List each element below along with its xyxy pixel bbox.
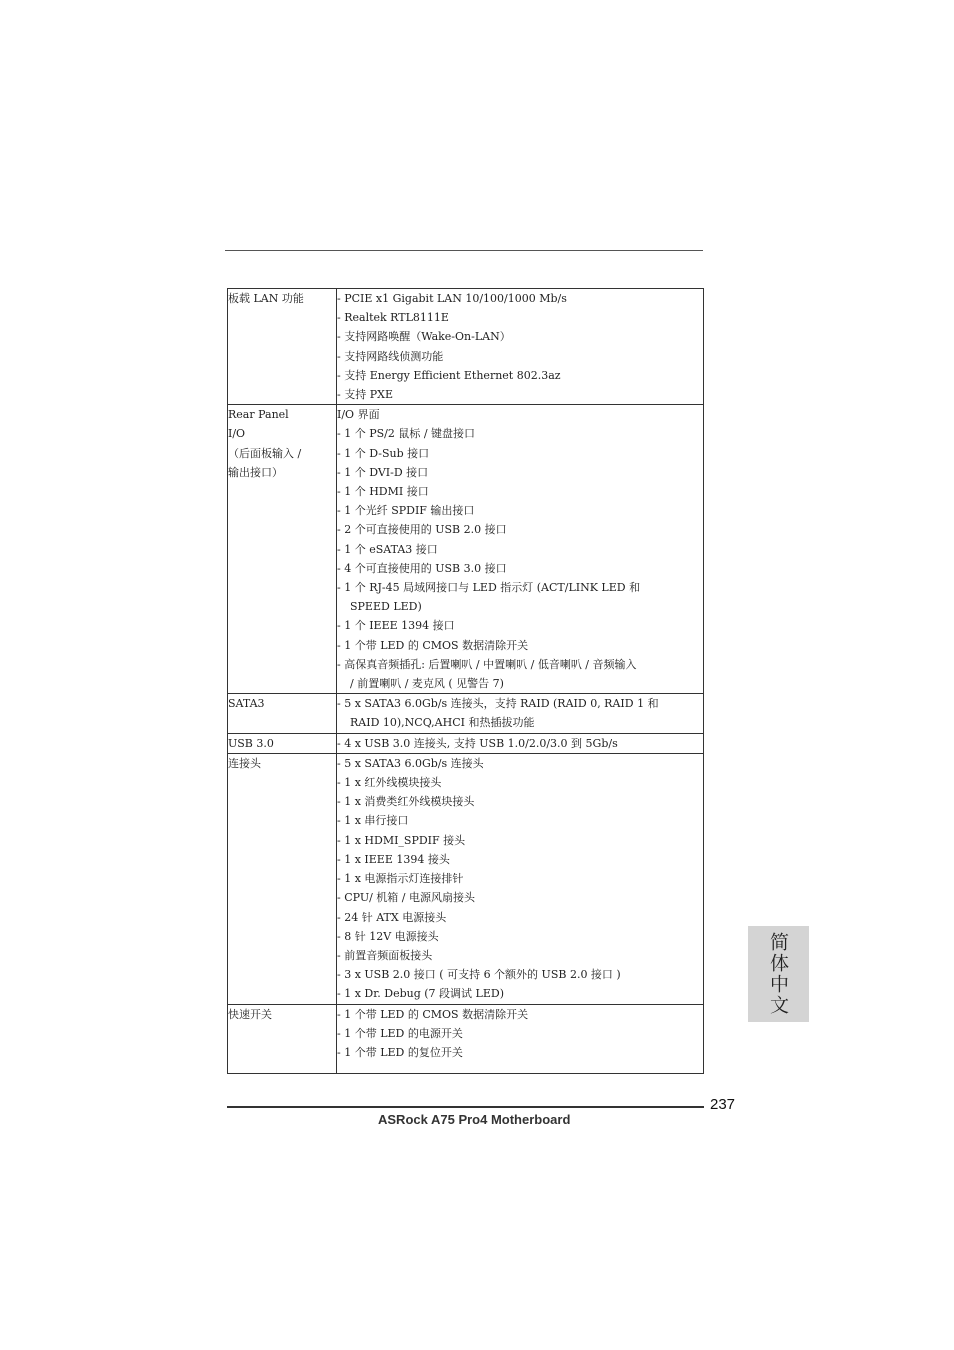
spec-value-line: - 4 x USB 3.0 连接头, 支持 USB 1.0/2.0/3.0 到 5Gb/s [337, 736, 618, 750]
footer-title: ASRock A75 Pro4 Motherboard [378, 1112, 571, 1127]
spec-label-cell [228, 733, 337, 753]
spec-value-line: - 支持网路唤醒（Wake-On-LAN） [337, 330, 511, 344]
spec-value-line: - 8 针 12V 电源接头 [337, 929, 439, 943]
spec-label-line: I/O [228, 427, 246, 441]
footer-divider [227, 1106, 704, 1108]
spec-value-line: - 5 x SATA3 6.0Gb/s 连接头，支持 RAID (RAID 0, RAID 1 和 [337, 697, 659, 711]
spec-value-cell [337, 289, 704, 405]
spec-value-line: - 支持网路线侦测功能 [337, 349, 444, 363]
spec-label-line: Rear Panel [228, 408, 289, 422]
language-tab[interactable] [748, 926, 809, 1022]
spec-value-line: - 24 针 ATX 电源接头 [337, 910, 447, 924]
spec-value-line: - 1 个 RJ-45 局域网接口与 LED 指示灯 (ACT/LINK LED 和 [337, 581, 641, 595]
spec-value-cell [337, 733, 704, 753]
spec-value-line: - 支持 Energy Efficient Ethernet 802.3az [337, 368, 561, 382]
spec-row [228, 405, 704, 694]
spec-label-cell [228, 405, 337, 694]
spec-value-line: - 1 x 电源指示灯连接排针 [337, 872, 464, 886]
spec-value-line: SPEED LED) [350, 600, 422, 614]
spec-value-line: - 1 个带 LED 的复位开关 [337, 1045, 463, 1059]
spec-label-line: 连接头 [228, 756, 261, 770]
spec-value-line: - 3 x USB 2.0 接口 ( 可支持 6 个额外的 USB 2.0 接口 ) [337, 968, 621, 982]
spec-value-line: - 1 个 PS/2 鼠标 / 键盘接口 [337, 427, 476, 441]
spec-row [228, 753, 704, 1004]
spec-label-line: 输出接口） [228, 465, 283, 479]
spec-label-cell [228, 289, 337, 405]
spec-value-cell [337, 753, 704, 1004]
spec-value-line: - 4 个可直接使用的 USB 3.0 接口 [337, 561, 507, 575]
spec-value-line: - 5 x SATA3 6.0Gb/s 连接头 [337, 756, 484, 770]
spec-value-line: - 1 个带 LED 的 CMOS 数据清除开关 [337, 1007, 529, 1021]
spec-table [227, 288, 704, 1074]
spec-row [228, 1004, 704, 1073]
spec-value-line: - 前置音频面板接头 [337, 948, 433, 962]
page-number: 237 [710, 1096, 736, 1113]
spec-value-line: - 1 x Dr. Debug (7 段调试 LED) [337, 987, 504, 1001]
spec-value-line: / 前置喇叭 / 麦克风 ( 见警告 7) [350, 677, 504, 691]
spec-label-cell [228, 694, 337, 733]
spec-row [228, 733, 704, 753]
spec-label-line: SATA3 [228, 697, 265, 711]
top-divider [225, 250, 703, 251]
spec-label-cell [228, 753, 337, 1004]
spec-value-line: - 1 x 消费类红外线模块接头 [337, 795, 475, 809]
spec-label-line: USB 3.0 [228, 736, 274, 750]
spec-label-line: （后面板输入 / [228, 446, 302, 460]
spec-value-line: - 1 x 串行接口 [337, 814, 409, 828]
language-tab-label: 简体中文 [767, 932, 789, 1016]
spec-value-line: I/O 界面 [337, 408, 380, 422]
spec-row [228, 289, 704, 405]
spec-value-line: - 1 x HDMI_SPDIF 接头 [337, 833, 466, 847]
spec-value-cell [337, 694, 704, 733]
spec-value-line: RAID 10),NCQ,AHCI 和热插拔功能 [350, 716, 535, 730]
spec-value-line: - 高保真音频插孔: 后置喇叭 / 中置喇叭 / 低音喇叭 / 音频输入 [337, 657, 637, 671]
spec-value-line: - 1 个 HDMI 接口 [337, 485, 429, 499]
spec-value-line: - 1 个 D-Sub 接口 [337, 446, 430, 460]
spec-label-cell [228, 1004, 337, 1073]
spec-value-line: - 1 个 eSATA3 接口 [337, 542, 438, 556]
spec-value-line: - 1 个 DVI-D 接口 [337, 465, 429, 479]
spec-value-cell [337, 1004, 704, 1073]
spec-value-line: - 2 个可直接使用的 USB 2.0 接口 [337, 523, 507, 537]
spec-value-line: - 1 个带 LED 的 CMOS 数据清除开关 [337, 638, 529, 652]
spec-value-cell [337, 405, 704, 694]
spec-value-line: - 1 x IEEE 1394 接头 [337, 852, 450, 866]
spec-value-line: - 1 x 红外线模块接头 [337, 776, 442, 790]
spec-value-line: - CPU/ 机箱 / 电源风扇接头 [337, 891, 476, 905]
spec-value-line: - 支持 PXE [337, 388, 393, 402]
spec-value-line: - PCIE x1 Gigabit LAN 10/100/1000 Mb/s [337, 292, 567, 305]
spec-label-line: 板载 LAN 功能 [228, 292, 304, 305]
spec-row [228, 694, 704, 733]
spec-value-line: - 1 个 IEEE 1394 接口 [337, 619, 455, 633]
spec-label-line: 快速开关 [228, 1007, 272, 1021]
spec-value-line: - 1 个光纤 SPDIF 输出接口 [337, 504, 475, 518]
spec-value-line: - 1 个带 LED 的电源开关 [337, 1026, 463, 1040]
spec-value-line: - Realtek RTL8111E [337, 311, 449, 325]
